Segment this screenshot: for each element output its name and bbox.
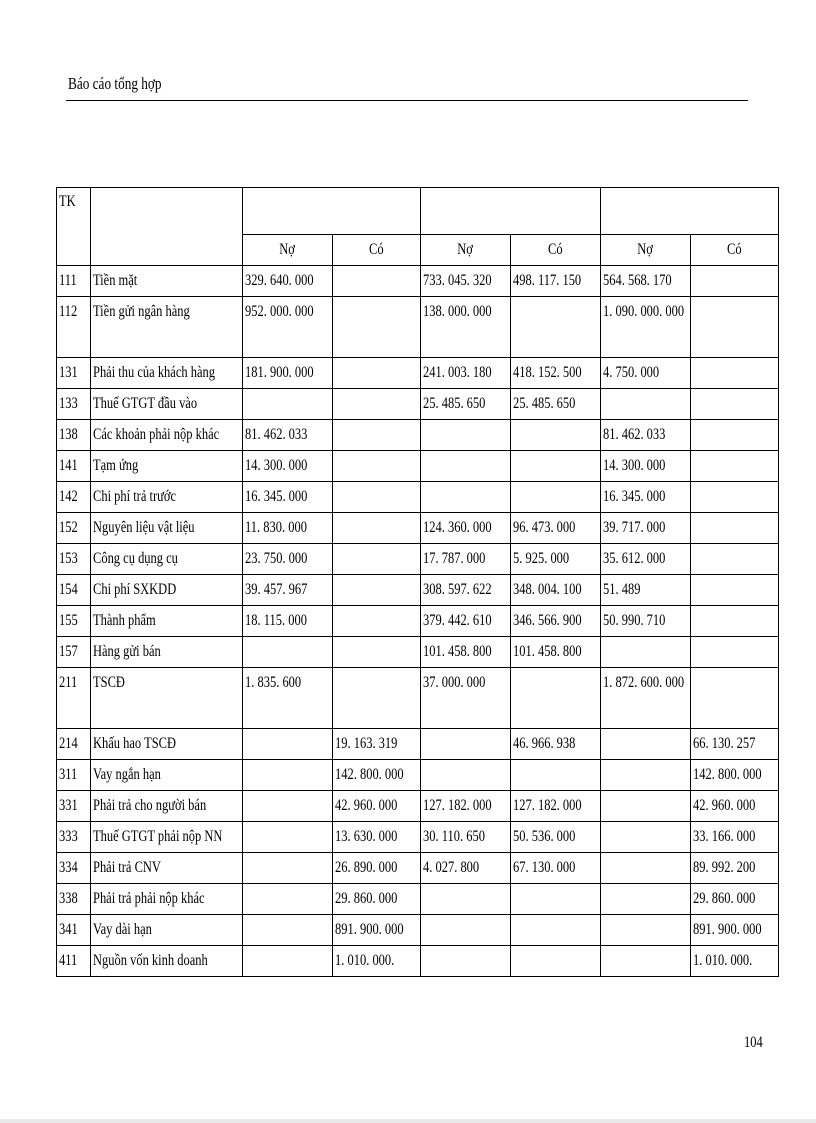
- debit-cell: [243, 760, 333, 791]
- group-header-cell: [243, 188, 421, 235]
- credit-cell: 96. 473. 000: [511, 513, 601, 544]
- credit-cell: [333, 668, 421, 729]
- debit-cell: [601, 915, 691, 946]
- credit-cell: 42. 960. 000: [333, 791, 421, 822]
- debit-header-cell: Nợ: [421, 235, 511, 266]
- debit-cell: [243, 946, 333, 977]
- debit-cell: 50. 990. 710: [601, 606, 691, 637]
- credit-cell: 418. 152. 500: [511, 358, 601, 389]
- tk-header-cell: TK: [57, 188, 91, 266]
- account-name-cell: TSCĐ: [91, 668, 243, 729]
- account-name-cell: Chi phí trả trước: [91, 482, 243, 513]
- tk-cell: 331: [57, 791, 91, 822]
- debit-cell: [601, 729, 691, 760]
- credit-cell: 348. 004. 100: [511, 575, 601, 606]
- debit-cell: [243, 884, 333, 915]
- debit-cell: 124. 360. 000: [421, 513, 511, 544]
- debit-cell: [421, 451, 511, 482]
- credit-cell: [333, 420, 421, 451]
- debit-cell: [601, 760, 691, 791]
- tk-cell: 152: [57, 513, 91, 544]
- bottom-band: [0, 1119, 816, 1123]
- debit-cell: 23. 750. 000: [243, 544, 333, 575]
- account-name-cell: Tạm ứng: [91, 451, 243, 482]
- credit-cell: [511, 884, 601, 915]
- tk-cell: 155: [57, 606, 91, 637]
- header-rule: [66, 100, 748, 101]
- account-name-cell: Phải trả CNV: [91, 853, 243, 884]
- debit-cell: 39. 457. 967: [243, 575, 333, 606]
- tk-cell: 341: [57, 915, 91, 946]
- credit-cell: 891. 900. 000: [333, 915, 421, 946]
- table-row: [57, 853, 779, 884]
- debit-cell: [601, 791, 691, 822]
- credit-cell: [333, 297, 421, 358]
- debit-cell: 37. 000. 000: [421, 668, 511, 729]
- tk-cell: 133: [57, 389, 91, 420]
- credit-cell: 13. 630. 000: [333, 822, 421, 853]
- credit-cell: [691, 266, 779, 297]
- tk-cell: 141: [57, 451, 91, 482]
- account-name-cell: Tiền mặt: [91, 266, 243, 297]
- account-name-cell: Thuế GTGT đầu vào: [91, 389, 243, 420]
- tk-cell: 333: [57, 822, 91, 853]
- credit-cell: 142. 800. 000: [333, 760, 421, 791]
- debit-cell: [601, 637, 691, 668]
- credit-cell: 50. 536. 000: [511, 822, 601, 853]
- credit-cell: [333, 637, 421, 668]
- credit-cell: 127. 182. 000: [511, 791, 601, 822]
- debit-cell: 18. 115. 000: [243, 606, 333, 637]
- credit-cell: 26. 890. 000: [333, 853, 421, 884]
- credit-cell: 346. 566. 900: [511, 606, 601, 637]
- debit-cell: [421, 946, 511, 977]
- table-row: [57, 389, 779, 420]
- credit-header-cell: Có: [511, 235, 601, 266]
- table-row: [57, 451, 779, 482]
- debit-cell: 127. 182. 000: [421, 791, 511, 822]
- credit-cell: 29. 860. 000: [333, 884, 421, 915]
- account-name-cell: Nguyên liệu vật liệu: [91, 513, 243, 544]
- credit-header-cell: Có: [691, 235, 779, 266]
- credit-cell: [511, 297, 601, 358]
- credit-cell: 891. 900. 000: [691, 915, 779, 946]
- credit-cell: 66. 130. 257: [691, 729, 779, 760]
- account-name-cell: Khấu hao TSCĐ: [91, 729, 243, 760]
- debit-cell: [243, 389, 333, 420]
- debit-cell: [421, 420, 511, 451]
- credit-cell: 25. 485. 650: [511, 389, 601, 420]
- tk-cell: 311: [57, 760, 91, 791]
- tk-cell: 111: [57, 266, 91, 297]
- debit-cell: 16. 345. 000: [601, 482, 691, 513]
- debit-cell: [243, 853, 333, 884]
- credit-cell: 101. 458. 800: [511, 637, 601, 668]
- credit-cell: [511, 420, 601, 451]
- debit-cell: [601, 946, 691, 977]
- debit-cell: [601, 822, 691, 853]
- account-name-cell: Vay ngắn hạn: [91, 760, 243, 791]
- credit-cell: [691, 420, 779, 451]
- tk-cell: 214: [57, 729, 91, 760]
- table-row: [57, 729, 779, 760]
- credit-cell: 89. 992. 200: [691, 853, 779, 884]
- debit-cell: 25. 485. 650: [421, 389, 511, 420]
- account-name-cell: Thành phẩm: [91, 606, 243, 637]
- table-row: [57, 544, 779, 575]
- debit-cell: 30. 110. 650: [421, 822, 511, 853]
- tk-cell: 338: [57, 884, 91, 915]
- debit-cell: [421, 729, 511, 760]
- debit-cell: 1. 835. 600: [243, 668, 333, 729]
- debit-cell: [243, 791, 333, 822]
- name-header-cell: [91, 188, 243, 266]
- account-name-cell: Vay dài hạn: [91, 915, 243, 946]
- account-name-cell: Tiền gửi ngân hàng: [91, 297, 243, 358]
- table-row: [57, 791, 779, 822]
- table-row: [57, 297, 779, 358]
- tk-cell: 411: [57, 946, 91, 977]
- debit-cell: [601, 884, 691, 915]
- tk-cell: 153: [57, 544, 91, 575]
- table-row: [57, 420, 779, 451]
- credit-cell: 1. 010. 000.: [691, 946, 779, 977]
- credit-cell: [333, 266, 421, 297]
- credit-cell: [691, 451, 779, 482]
- credit-cell: 19. 163. 319: [333, 729, 421, 760]
- table-row: [57, 266, 779, 297]
- debit-cell: [601, 389, 691, 420]
- credit-cell: [691, 544, 779, 575]
- table-row: [57, 915, 779, 946]
- tk-cell: 142: [57, 482, 91, 513]
- table-row: [57, 822, 779, 853]
- credit-cell: [691, 513, 779, 544]
- group-header-cell: [421, 188, 601, 235]
- account-name-cell: Nguồn vốn kinh doanh: [91, 946, 243, 977]
- debit-header-cell: Nợ: [243, 235, 333, 266]
- tk-cell: 154: [57, 575, 91, 606]
- debit-cell: 81. 462. 033: [243, 420, 333, 451]
- tk-cell: 131: [57, 358, 91, 389]
- credit-cell: [333, 544, 421, 575]
- debit-cell: [243, 729, 333, 760]
- debit-cell: 14. 300. 000: [243, 451, 333, 482]
- credit-cell: [691, 668, 779, 729]
- debit-cell: 308. 597. 622: [421, 575, 511, 606]
- table-row: [57, 884, 779, 915]
- credit-cell: [511, 760, 601, 791]
- account-name-cell: Chi phí SXKDD: [91, 575, 243, 606]
- debit-cell: 11. 830. 000: [243, 513, 333, 544]
- account-name-cell: Phải trả phải nộp khác: [91, 884, 243, 915]
- table-header-row: [57, 188, 779, 235]
- debit-cell: 35. 612. 000: [601, 544, 691, 575]
- credit-cell: 1. 010. 000.: [333, 946, 421, 977]
- credit-cell: [333, 575, 421, 606]
- credit-cell: [691, 606, 779, 637]
- credit-cell: 498. 117. 150: [511, 266, 601, 297]
- debit-cell: [421, 760, 511, 791]
- credit-cell: [333, 606, 421, 637]
- credit-cell: [333, 358, 421, 389]
- account-name-cell: Thuế GTGT phải nộp NN: [91, 822, 243, 853]
- credit-cell: [511, 668, 601, 729]
- debit-cell: 379. 442. 610: [421, 606, 511, 637]
- tk-cell: 157: [57, 637, 91, 668]
- credit-cell: [691, 358, 779, 389]
- table-row: [57, 946, 779, 977]
- table-row: [57, 513, 779, 544]
- credit-cell: 33. 166. 000: [691, 822, 779, 853]
- debit-cell: 733. 045. 320: [421, 266, 511, 297]
- table-row: [57, 482, 779, 513]
- credit-cell: 67. 130. 000: [511, 853, 601, 884]
- table-row: [57, 606, 779, 637]
- debit-cell: [601, 853, 691, 884]
- tk-cell: 334: [57, 853, 91, 884]
- debit-cell: 51. 489: [601, 575, 691, 606]
- credit-cell: 142. 800. 000: [691, 760, 779, 791]
- account-name-cell: Phải thu của khách hàng: [91, 358, 243, 389]
- debit-cell: [243, 915, 333, 946]
- table-row: [57, 575, 779, 606]
- credit-cell: 42. 960. 000: [691, 791, 779, 822]
- debit-cell: [421, 482, 511, 513]
- credit-cell: 29. 860. 000: [691, 884, 779, 915]
- credit-cell: [691, 389, 779, 420]
- account-name-cell: Các khoản phải nộp khác: [91, 420, 243, 451]
- credit-cell: [333, 513, 421, 544]
- debit-cell: 39. 717. 000: [601, 513, 691, 544]
- credit-cell: [333, 389, 421, 420]
- debit-cell: 4. 750. 000: [601, 358, 691, 389]
- table-row: [57, 637, 779, 668]
- debit-cell: 329. 640. 000: [243, 266, 333, 297]
- credit-cell: [511, 946, 601, 977]
- credit-cell: [511, 915, 601, 946]
- credit-cell: [333, 482, 421, 513]
- credit-header-cell: Có: [333, 235, 421, 266]
- debit-cell: 138. 000. 000: [421, 297, 511, 358]
- debit-cell: 181. 900. 000: [243, 358, 333, 389]
- debit-cell: 1. 090. 000. 000: [601, 297, 691, 358]
- table-row: [57, 760, 779, 791]
- credit-cell: [691, 297, 779, 358]
- account-name-cell: Phải trả cho người bán: [91, 791, 243, 822]
- account-name-cell: Công cụ dụng cụ: [91, 544, 243, 575]
- debit-cell: 81. 462. 033: [601, 420, 691, 451]
- table-row: [57, 668, 779, 729]
- account-summary-table: [56, 187, 779, 977]
- debit-cell: 1. 872. 600. 000: [601, 668, 691, 729]
- group-header-cell: [601, 188, 779, 235]
- credit-cell: [691, 482, 779, 513]
- debit-cell: [243, 822, 333, 853]
- tk-cell: 138: [57, 420, 91, 451]
- credit-cell: [511, 482, 601, 513]
- credit-cell: 46. 966. 938: [511, 729, 601, 760]
- page-number: 104: [744, 1034, 763, 1051]
- credit-cell: 5. 925. 000: [511, 544, 601, 575]
- credit-cell: [691, 575, 779, 606]
- tk-cell: 211: [57, 668, 91, 729]
- report-title: Báo cáo tổng hợp: [68, 74, 162, 93]
- debit-cell: 17. 787. 000: [421, 544, 511, 575]
- debit-cell: 564. 568. 170: [601, 266, 691, 297]
- credit-cell: [511, 451, 601, 482]
- debit-cell: 16. 345. 000: [243, 482, 333, 513]
- debit-cell: [421, 915, 511, 946]
- debit-cell: 14. 300. 000: [601, 451, 691, 482]
- credit-cell: [691, 637, 779, 668]
- tk-cell: 112: [57, 297, 91, 358]
- account-name-cell: Hàng gửi bán: [91, 637, 243, 668]
- debit-cell: [421, 884, 511, 915]
- debit-header-cell: Nợ: [601, 235, 691, 266]
- credit-cell: [333, 451, 421, 482]
- debit-cell: 241. 003. 180: [421, 358, 511, 389]
- debit-cell: 4. 027. 800: [421, 853, 511, 884]
- debit-cell: 952. 000. 000: [243, 297, 333, 358]
- debit-cell: [243, 637, 333, 668]
- debit-cell: 101. 458. 800: [421, 637, 511, 668]
- table-row: [57, 358, 779, 389]
